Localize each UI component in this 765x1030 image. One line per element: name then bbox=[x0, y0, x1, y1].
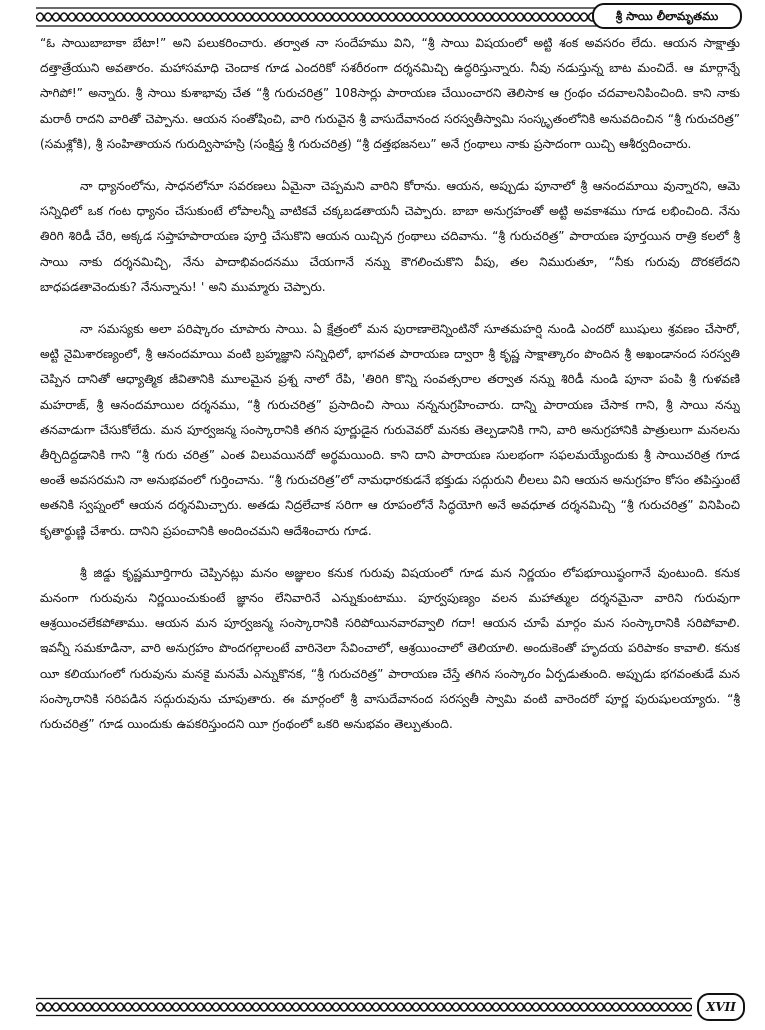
page-number: XVII bbox=[697, 993, 745, 1021]
paragraph-1: “ఓ సాయిబాబాకా బేటా!” అని పలుకరించారు. తర్వాత నా సందేహము విని, “శ్రీ సాయి విషయంలో అట్టి శంక అవసరం లేదు. ఆయన సాక్షాత్తు దత్తాత్రేయుని అవతారం. మహాసమాధి చెందాక గూడ ఎందరికో సశరీరంగా దర్శనమిచ్చి ఉద్ధరిస్తున్నారు. నీవు నడుస్తున్న బాట మంచిదే. ఆ మార్గాన్నే సాగిపో!” అన్నారు. శ్రీ సాయి కుశాభావు చేత “శ్రీ గురుచరిత్ర” 108సార్లు పారాయణ చేయించారని తెలిసాక ఆ గ్రంథం చదవాలనిపించింది. కాని నాకు మరాఠీ రాదని వారితో చెప్పాను. ఆయన సంతోషించి, వారి గురువైన శ్రీ వాసుదేవానంద సరస్వతీస్వామి సంస్కృతంలోనికి అనువదించిన “శ్రీ గురుచరిత్ర” (సమశ్లోకి), శ్రీ సంహితాయన గురుద్విసాహస్రి (సంక్షిప్త శ్రీ గురుచరిత్ర) “శ్రీ దత్తభజనలు” అనే గ్రంథాలు నాకు ప్రసాదంగా యిచ్చి ఆశీర్వదించారు. bbox=[40, 36, 740, 151]
header-ornament-border bbox=[36, 6, 614, 28]
running-header-book-title: శ్రీ సాయి లీలామృతము bbox=[592, 3, 742, 29]
main-text-body bbox=[40, 31, 740, 975]
paragraph-4: శ్రీ జిడ్డు కృష్ణమూర్తిగారు చెప్పినట్లు మనం అజ్ఞులం కనుక గురువు విషయంలో గూడ మన నిర్ణయం లోపభూయిష్ఠంగానే వుంటుంది. కనుక మనంగా గురువును నిర్ణయించుకుంటే జ్ఞానం లేనివారినే ఎన్నుకుంటాము. పూర్వపుణ్యం వలన మహాత్ముల దర్శనమైనా వారిని గురువుగా ఆశ్రయించలేకపోతాము. ఆయన మన పూర్వజన్మ సంస్కారానికి సరిపోయినవారవ్వాలి గదా! ఆయన చూపే మార్గం మన సంస్కారానికి సరిపోవాలి. ఇవన్నీ సమకూడినా, వారి అనుగ్రహం పొందగల్గాలంటే వారినెలా సేవించాలో, ఆశ్రయించాలో తెలియాలి. అందుకెంతో హృదయ పరిపాకం కావాలి. కనుక యీ కలియుగంలో గురువును మనకై మనమే ఎన్నుకొనక, “శ్రీ గురుచరిత్ర” పారాయణ చేస్తే తగిన సంస్కారం ఏర్పడుతుంది. అప్పుడు భగవంతుడే మన సంస్కారానికి సరిపడిన సద్గురువును చూపుతారు. ఈ మార్గంలో శ్రీ వాసుదేవానంద సరస్వతీ స్వామి వంటి వారెందరో పూర్ణ పురుషులయ్యారు. “శ్రీ గురుచరిత్ర” గూడ యిందుకు ఉపకరిస్తుందని యీ గ్రంథంలో ఒకరి అనుభవం తెల్పుతుంది. bbox=[40, 565, 740, 732]
footer-ornament-border bbox=[36, 997, 692, 1017]
paragraph-3: నా సమస్యకు అలా పరిష్కారం చూపారు సాయి. ఏ క్షేత్రంలో మన పురాణాలెన్నింటినో సూతమహర్షి నుండి ఎందరో ఋషులు శ్రవణం చేసారో, అట్టి నైమిశారణ్యంలో, శ్రీ ఆనందమాయి వంటి బ్రహ్మజ్ఞాని సన్నిధిలో, భాగవత పారాయణ ద్వారా శ్రీ కృష్ణ సాక్షాత్కారం పొందిన శ్రీ అఖండానంద సరస్వతి చెప్పిన దానితో ఆధ్యాత్మిక జీవితానికి మూలమైన ప్రశ్న నాలో రేపి, 'తిరిగి కొన్ని సంవత్సరాల తర్వాత నన్ను శిరిడీ నుండి పూనా పంపి శ్రీ గుళవణి మహరాజ్, శ్రీ ఆనందమాయిల దర్శనము, “శ్రీ గురుచరిత్ర” ప్రసాదించి సాయి నన్ననుగ్రహించారు. దాన్ని పారాయణ చేసాక గాని, శ్రీ సాయి నన్ను తనవాడుగా చేసుకోలేదు. మన పూర్వజన్మ సంస్కారానికి తగిన పూర్ణుడైన గురువెవరో మనకు తెల్పడానికి గాని, వారి అనుగ్రహానికి పాత్రులుగా మనలను తీర్చిదిద్దడానికి గాని “శ్రీ గురు చరిత్ర” ఎంత విలువయినదో అర్థమయింది. కాని దాని పారాయణ సులభంగా సఫలమయ్యేందుకు శ్రీ సాయిచరిత్ర గూడ అంతే అవసరమని నా అనుభవంలో గుర్తించాను. “శ్రీ గురుచరిత్ర”లో నామధారకుడనే భక్తుడు సద్గురుని లీలలు విని ఆయన అనుగ్రహం కోసం తపిస్తుంటే అతనికి స్వప్నంలో ఆయన దర్శనమిచ్చారు. అతడు నిద్రలేచాక సరిగా ఆ రూపంలోనే సిద్ధయోగి అనే అవధూత దర్శనమిచ్చి “శ్రీ గురుచరిత్ర” వినిపించి కృతార్థుణ్ణి చేశారు. దానిని ప్రపంచానికి అందించమని ఆదేశించారు గూడ. bbox=[40, 322, 740, 538]
paragraph-2: నా ధ్యానంలోను, సాధనలోనూ సవరణలు ఏమైనా చెప్పమని వారిని కోరాను. ఆయన, అప్పుడు పూనాలో శ్రీ ఆనందమాయి వున్నారని, ఆమె సన్నిధిలో ఒక గంట ధ్యానం చేసుకుంటే లోపాలన్నీ వాటికవే చక్కబడతాయనీ చెప్పారు. బాబా అనుగ్రహంతో అట్టి అవకాశము గూడ లభించింది. నేను తిరిగి శిరిడీ చేరి, అక్కడ సప్తాహపారాయణ పూర్తి చేసుకొని ఆయన యిచ్చిన గ్రంథాలు చదివాను. “శ్రీ గురుచరిత్ర” పారాయణ పూర్తయిన రాత్రి కలలో శ్రీ సాయి నాకు దర్శనమిచ్చి, నేను పాదాభివందనము చేయగానే నన్ను కౌగలించుకొని వీపు, తల నిమురుతూ, “నీకు గురువు దొరకలేదని బాధపడతావెందుకు? నేనున్నాను! ' అని ముమ్మారు చెప్పారు. bbox=[40, 179, 740, 294]
